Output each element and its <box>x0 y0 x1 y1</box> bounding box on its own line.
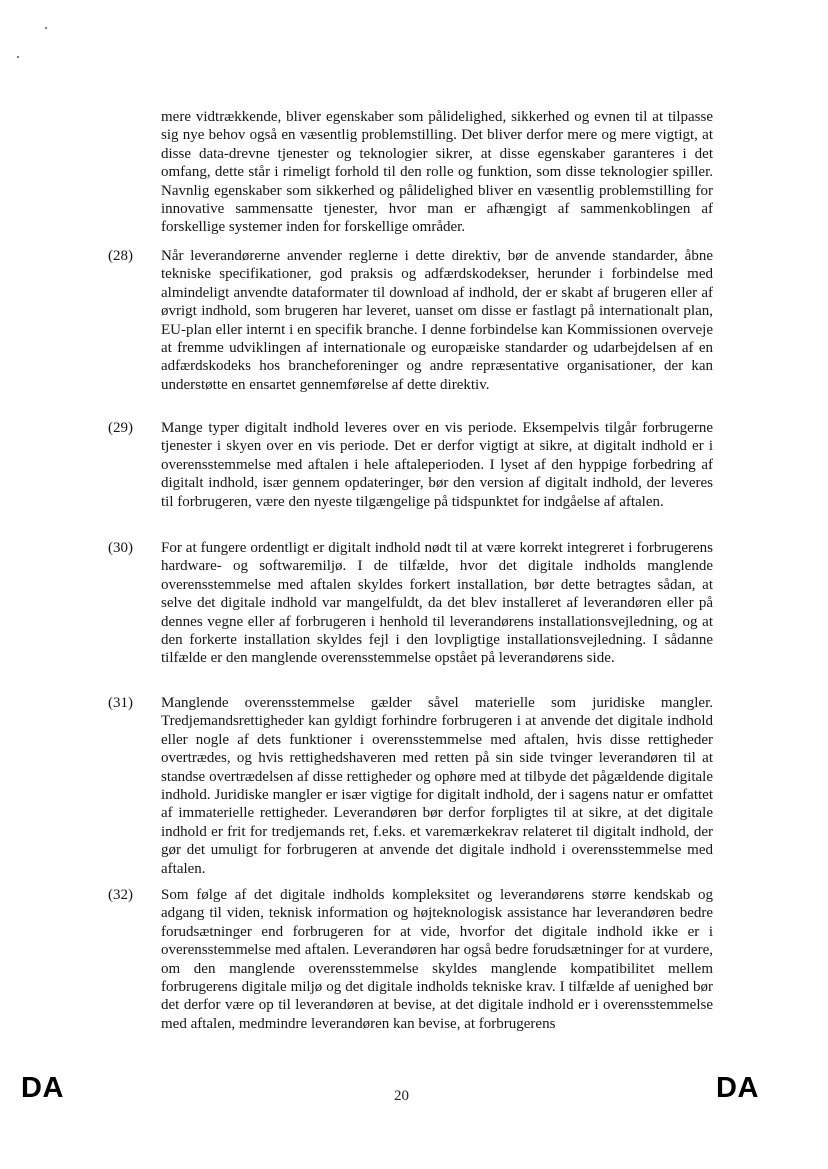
recital-number: (28) <box>108 248 133 264</box>
scan-speck <box>17 56 19 58</box>
recital-32 <box>108 886 713 1033</box>
recital-text: For at fungere ordentligt er digitalt indhold nødt til at være korrekt integreret i forbrugerens hardware- og softwaremiljø. I de tilfælde, hvor det digitale indholds manglende overensstemmelse med aftalen skyldes forkert installation, bør dette betragtes sådan, at selve det digitale indhold var mangelfuldt, da det blev installeret af leverandøren eller på dennes vegne eller af forbrugeren i henhold til leverandørens installationsvejledning, og at den forkerte installation skyldes fejl i den lovpligtige installationsvejledning. I sådanne tilfælde er den manglende overensstemmelse opstået på leverandørens side. <box>161 540 713 667</box>
recital-text: Mange typer digitalt indhold leveres over en vis periode. Eksempelvis tilgår forbrugerne tjenester i skyen over en vis periode. Det er derfor vigtigt at sikre, at digitalt indhold er i overensstemmelse med aftalen i hele aftaleperioden. I lyset af den hyppige forbedring af digitalt indhold, især gennem opdateringer, bør den version af digitalt indhold, der leveres til forbrugeren, være den nyeste tilgængelige på tidspunktet for indgåelse af aftalen. <box>161 420 713 510</box>
recital-number: (29) <box>108 420 133 436</box>
continued-paragraph: mere vidtrækkende, bliver egenskaber som pålidelighed, sikkerhed og evnen til at tilpasse sig nye behov også en væsentlig problemstilling. Det bliver derfor mere og mere vigtigt, at disse data-drevne tjenester og teknologier sikrer, at disse egenskaber garanteres i det omfang, dette står i rimeligt forhold til den rolle og funktion, som disse teknologier spiller. Navnlig egenskaber som sikkerhed og pålidelighed bliver en væsentlig problemstilling for innovative sammensatte tjenester, hvor man er afhængigt af sammenkoblingen af forskellige systemer inden for forskellige områder. <box>161 109 713 236</box>
recital-text: Når leverandørerne anvender reglerne i dette direktiv, bør de anvende standarder, åbne tekniske specifikationer, god praksis og adfærdskodekser, herunder i forbindelse med almindeligt anvendte dataformater til download af indhold, der er skabt af brugeren eller af øvrigt indhold, som brugeren har leveret, uanset om disse er fastlagt på internationalt plan, EU-plan eller internt i en specifik branche. I denne forbindelse kan Kommissionen overveje at fremme udviklingen af internationale og europæiske standarder og udarbejdelsen af en adfærdskodeks hos brancheforeninger og andre repræsentative organisationer, der kan understøtte en ensartet gennemførelse af dette direktiv. <box>161 248 713 393</box>
scan-speck <box>45 27 47 29</box>
language-code-right: DA <box>716 1072 759 1104</box>
recital-number: (32) <box>108 887 133 903</box>
page-number: 20 <box>394 1088 409 1104</box>
recital-31 <box>108 694 713 878</box>
recital-number: (30) <box>108 540 133 556</box>
recital-30 <box>108 539 713 668</box>
recital-text: Som følge af det digitale indholds kompleksitet og leverandørens større kendskab og adgang til viden, teknisk information og højteknologisk assistance har leverandøren bedre forudsætninger end forbrugeren for at vide, hvorfor det digitale indhold ikke er i overensstemmelse med aftalen. Leverandøren har også bedre forudsætninger for at vurdere, om den manglende overensstemmelse skyldes manglende kompatibilitet mellem forbrugerens digitale miljø og det digitale indholds tekniske krav. I tilfælde af uenighed bør det derfor være op til leverandøren at bevise, at det digitale indhold er i overensstemmelse med aftalen, medmindre leverandøren kan bevise, at forbrugerens <box>161 887 713 1032</box>
language-code-left: DA <box>21 1072 64 1104</box>
recital-29 <box>108 419 713 511</box>
recital-number: (31) <box>108 695 133 711</box>
recital-28 <box>108 247 713 394</box>
recital-text: Manglende overensstemmelse gælder såvel materielle som juridiske mangler. Tredjemandsrettigheder kan gyldigt forhindre forbrugeren i at anvende det digitale indhold eller nogle af dets funktioner i overensstemmelse med aftalen, hvis disse rettigheder overtrædes, og hvis rettighedshaveren med retten på sin side tvinger leverandøren til at standse overtrædelsen af disse rettigheder og ophøre med at tilbyde det pågældende digitale indhold. Juridiske mangler er især vigtige for digitalt indhold, der i sagens natur er omfattet af immaterielle rettigheder. Leverandøren bør derfor forpligtes til at sikre, at det digitale indhold er frit for tredjemands ret, f.eks. et varemærkekrav relateret til digitalt indhold, der gør det umuligt for forbrugeren at anvende det digitale indhold i overensstemmelse med aftalen. <box>161 695 713 877</box>
